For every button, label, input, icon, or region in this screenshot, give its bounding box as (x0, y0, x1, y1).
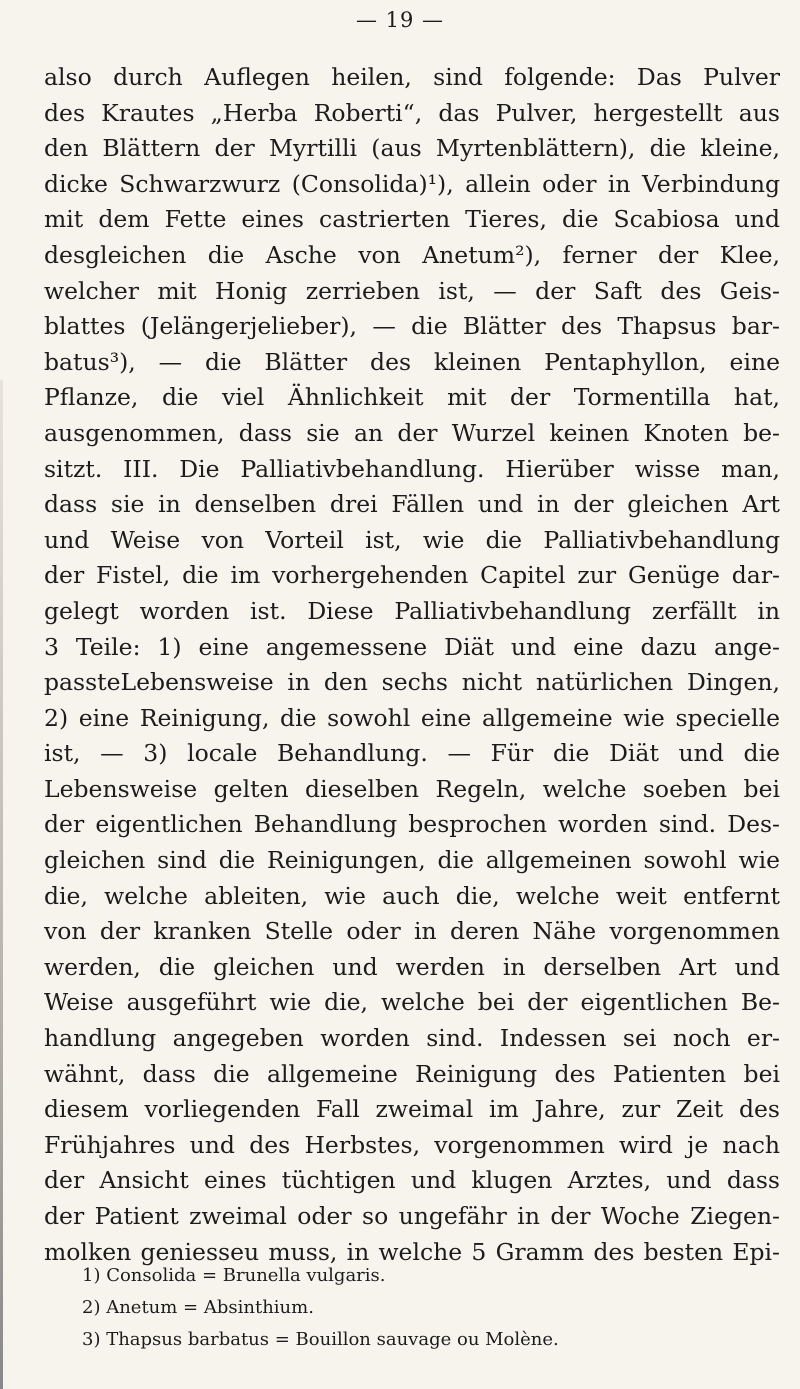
text-line: welcher mit Honig zerrieben ist, — der Saft des Geis- (44, 276, 780, 305)
text-line: von der kranken Stelle oder in deren Nähe vorgenommen (44, 917, 780, 946)
text-line: dass sie in denselben drei Fällen und in der gleichen Art (44, 490, 780, 519)
text-line: und Weise von Vorteil ist, wie die Palliativbehandlung (44, 525, 780, 554)
text-line: 3 Teile: 1) eine angemessene Diät und eine dazu ange- (44, 632, 780, 661)
text-line: ist, — 3) locale Behandlung. — Für die Diät und die (44, 739, 780, 768)
text-line: dicke Schwarzwurz (Consolida)¹), allein oder in Verbindung (44, 169, 780, 198)
text-line: batus³), — die Blätter des kleinen Pentaphyllon, eine (44, 347, 780, 376)
text-line: den Blättern der Myrtilli (aus Myrtenblättern), die kleine, (44, 134, 780, 163)
footnote: 2) Anetum = Absinthium. (82, 1297, 314, 1318)
text-line: gleichen sind die Reinigungen, die allgemeinen sowohl wie (44, 846, 780, 875)
text-line: desgleichen die Asche von Anetum²), ferner der Klee, (44, 240, 780, 269)
text-line: des Krautes „Herba Roberti“, das Pulver, hergestellt aus (44, 98, 780, 127)
text-line: gelegt worden ist. Diese Palliativbehandlung zerfällt in (44, 596, 780, 625)
text-line: wähnt, dass die allgemeine Reinigung des Patienten bei (44, 1059, 780, 1088)
text-line: werden, die gleichen und werden in derselben Art und (44, 952, 780, 981)
text-line: die, welche ableiten, wie auch die, welche weit entfernt (44, 881, 780, 910)
text-line: mit dem Fette eines castrierten Tieres, die Scabiosa und (44, 205, 780, 234)
page-number: — 19 — (355, 8, 445, 32)
text-line: Frühjahres und des Herbstes, vorgenommen wird je nach (44, 1130, 780, 1159)
text-line: der Ansicht eines tüchtigen und klugen Arztes, und dass (44, 1166, 780, 1195)
text-line: diesem vorliegenden Fall zweimal im Jahre, zur Zeit des (44, 1095, 780, 1124)
page-edge-shadow (0, 380, 3, 1389)
footnote: 1) Consolida = Brunella vulgaris. (82, 1265, 386, 1286)
text-line: der Fistel, die im vorhergehenden Capitel zur Genüge dar- (44, 561, 780, 590)
footnotes (82, 1260, 742, 1356)
text-line: also durch Auflegen heilen, sind folgende: Das Pulver (44, 63, 780, 91)
text-line: 2) eine Reinigung, die sowohl eine allgemeine wie specielle (44, 703, 780, 732)
text-line: handlung angegeben worden sind. Indessen sei noch er- (44, 1024, 780, 1053)
text-line: der Patient zweimal oder so ungefähr in der Woche Ziegen- (44, 1202, 780, 1230)
text-line: Lebensweise gelten dieselben Regeln, welche soeben bei (44, 774, 780, 803)
text-line: Pflanze, die viel Ähnlichkeit mit der Tormentilla hat, (44, 383, 780, 412)
text-line: der eigentlichen Behandlung besprochen worden sind. Des- (44, 810, 780, 839)
text-line: Weise ausgeführt wie die, welche bei der eigentlichen Be- (44, 988, 780, 1017)
text-line: blattes (Jelängerjelieber), — die Blätter des Thapsus bar- (44, 312, 780, 341)
text-line: passteLebensweise in den sechs nicht natürlichen Dingen, (44, 668, 780, 697)
body-text (44, 60, 780, 1270)
text-line: molken geniesseu muss, in welche 5 Gramm des besten Epi- (44, 1237, 780, 1266)
footnote: 3) Thapsus barbatus = Bouillon sauvage ou Molène. (82, 1329, 559, 1350)
text-line: ausgenommen, dass sie an der Wurzel keinen Knoten be- (44, 418, 780, 447)
text-line: sitzt. III. Die Palliativbehandlung. Hierüber wisse man, (44, 454, 780, 483)
